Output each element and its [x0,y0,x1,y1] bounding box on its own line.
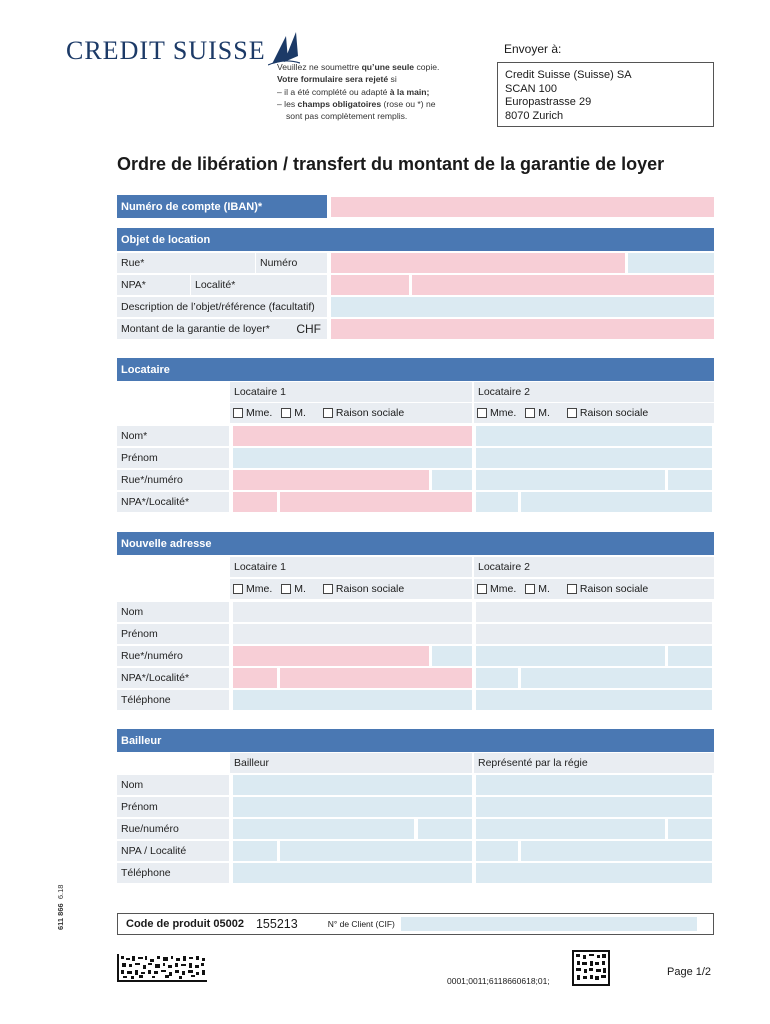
checkbox-m[interactable] [525,583,550,595]
checkbox-m[interactable] [281,407,306,419]
nouvelle-2-header: Locataire 2 [474,557,714,577]
checkbox-icon[interactable] [281,408,291,418]
nouvelle-2-telephone-field[interactable] [476,690,712,710]
locataire-blank [117,382,229,424]
iban-field[interactable] [331,197,714,217]
locataire-1-header: Locataire 1 [230,382,472,402]
locataire-2-prenom-field[interactable] [476,448,712,468]
checkbox-icon[interactable] [233,408,243,418]
regie-nom-field[interactable] [476,775,712,795]
nouvelle-2-localite-field[interactable] [521,668,712,688]
address-line: Credit Suisse (Suisse) SA [505,69,632,81]
section-nouvelle-header: Nouvelle adresse [117,532,714,555]
nouvelle-2-title-options [474,579,714,599]
bailleur-npa-label: NPA / Localité [117,841,229,861]
locataire-1-rue-field[interactable] [233,470,429,490]
instr-text: sont pas complètement remplis. [286,111,408,122]
montant-label-row [117,319,327,339]
bailleur-localite-field[interactable] [280,841,472,861]
option-label: Raison sociale [335,407,405,419]
page-number: Page 1/2 [667,966,712,978]
checkbox-raison-sociale[interactable] [567,407,648,419]
send-to-address [497,62,714,127]
bailleur-telephone-field[interactable] [233,863,472,883]
nouvelle-2-npa-field[interactable] [476,668,518,688]
instr-bold: Votre formulaire sera rejeté [277,74,389,85]
bailleur-numero-field[interactable] [418,819,472,839]
client-number-label: N° de Client (CIF) [327,919,395,929]
instr-text: copie. [414,62,440,72]
rue-field[interactable] [331,253,625,273]
instr-text: – les [277,98,298,109]
option-label: Mme. [490,407,517,419]
locataire-rue-label: Rue*/numéro [117,470,229,490]
locataire-1-numero-field[interactable] [432,470,472,490]
instr-bold: à la main; [389,86,430,97]
locataire-1-prenom-field[interactable] [233,448,472,468]
numero-label: Numéro [256,253,327,273]
instr-text: si [388,74,397,85]
locataire-1-nom-field[interactable] [233,426,472,446]
regie-rue-field[interactable] [476,819,665,839]
option-label: Raison sociale [335,583,405,595]
brand-name: CREDIT SUISSE [66,36,266,65]
nouvelle-1-rue-field[interactable] [233,646,429,666]
locataire-2-header: Locataire 2 [474,382,714,402]
nouvelle-prenom-label: Prénom [117,624,229,644]
bailleur-blank [117,753,229,773]
document-codeline: 0001;0011;6118660618;01; [447,976,550,986]
checkbox-icon[interactable] [477,584,487,594]
locataire-2-numero-field[interactable] [668,470,712,490]
qr-code-icon [572,950,610,986]
nouvelle-telephone-label: Téléphone [117,690,229,710]
locataire-prenom-label: Prénom [117,448,229,468]
send-to-label: Envoyer à: [504,42,562,56]
option-label: M. [538,583,550,595]
nouvelle-1-localite-field[interactable] [280,668,472,688]
client-number-field[interactable] [401,917,697,931]
locataire-1-title-options [230,403,472,423]
nouvelle-1-npa-field[interactable] [233,668,277,688]
nouvelle-2-prenom-field[interactable] [476,624,712,644]
iban-label: Numéro de compte (IBAN)* [117,195,327,218]
description-label: Description de l’objet/référence (facultatif) [117,297,327,317]
checkbox-icon[interactable] [323,584,333,594]
checkbox-mme[interactable] [477,407,516,419]
bailleur-rue-label: Rue/numéro [117,819,229,839]
product-code-box [117,913,714,935]
locataire-nom-label: Nom* [117,426,229,446]
form-number-value: 611 866 [56,903,65,930]
nouvelle-1-numero-field[interactable] [432,646,472,666]
section-objet-header: Objet de location [117,228,714,251]
locataire-2-nom-field[interactable] [476,426,712,446]
numero-field[interactable] [628,253,714,273]
checkbox-icon[interactable] [323,408,333,418]
bailleur-nom-label: Nom [117,775,229,795]
checkbox-m[interactable] [525,407,550,419]
bailleur-telephone-label: Téléphone [117,863,229,883]
datamatrix-barcode-icon [117,954,207,982]
bailleur-prenom-label: Prénom [117,797,229,817]
form-number [56,885,65,930]
nouvelle-1-header: Locataire 1 [230,557,472,577]
checkbox-m[interactable] [281,583,306,595]
localite-field[interactable] [412,275,714,295]
locataire-2-localite-field[interactable] [521,492,712,512]
locataire-npa-label: NPA*/Localité* [117,492,229,512]
montant-label: Montant de la garantie de loyer* [121,323,270,335]
npa-field[interactable] [331,275,409,295]
instr-text: (rose ou *) ne [381,98,436,109]
instr-bold: qu’une seule [361,62,415,72]
checkbox-icon[interactable] [477,408,487,418]
nouvelle-nom-label: Nom [117,602,229,622]
checkbox-icon[interactable] [567,408,577,418]
checkbox-icon[interactable] [525,408,535,418]
option-label: Raison sociale [579,583,649,595]
description-field[interactable] [331,297,714,317]
nouvelle-1-prenom-field[interactable] [233,624,472,644]
address-line: 8070 Zurich [505,109,564,122]
bailleur-col-header: Bailleur [230,753,472,773]
checkbox-mme[interactable] [477,583,516,595]
nouvelle-npa-label: NPA*/Localité* [117,668,229,688]
product-code-value: 155213 [255,917,298,931]
bailleur-rue-field[interactable] [233,819,414,839]
page-title: Ordre de libération / transfert du montant de la garantie de loyer [117,154,665,174]
checkbox-icon[interactable] [567,584,577,594]
product-code-label: Code de produit 05002 [126,918,244,930]
nouvelle-2-rue-field[interactable] [476,646,665,666]
checkbox-mme[interactable] [233,583,272,595]
checkbox-raison-sociale[interactable] [567,583,648,595]
locataire-1-npa-field[interactable] [233,492,277,512]
section-bailleur-header: Bailleur [117,729,714,752]
regie-prenom-field[interactable] [476,797,712,817]
regie-col-header: Représenté par la régie [474,753,714,773]
localite-label: Localité* [191,275,327,295]
nouvelle-1-telephone-field[interactable] [233,690,472,710]
instr-bold: champs obligatoires [297,98,382,109]
locataire-1-localite-field[interactable] [280,492,472,512]
checkbox-raison-sociale[interactable] [323,407,404,419]
instructions [277,61,467,122]
regie-npa-field[interactable] [476,841,518,861]
checkbox-icon[interactable] [281,584,291,594]
nouvelle-rue-label: Rue*/numéro [117,646,229,666]
bailleur-nom-field[interactable] [233,775,472,795]
section-locataire-header: Locataire [117,358,714,381]
instr-text: – il a été complété ou adapté [277,86,390,97]
bailleur-prenom-field[interactable] [233,797,472,817]
regie-numero-field[interactable] [668,819,712,839]
address-line: Europastrasse 29 [505,96,592,109]
npa-label: NPA* [117,275,190,295]
credit-suisse-logo [66,22,300,66]
locataire-2-title-options [474,403,714,423]
rue-label: Rue* [117,253,255,273]
option-label: M. [294,583,306,595]
nouvelle-2-nom-field[interactable] [476,602,712,622]
checkbox-icon[interactable] [525,584,535,594]
address-line: SCAN 100 [505,82,557,95]
nouvelle-blank [117,557,229,599]
currency-label: CHF [296,322,321,336]
nouvelle-2-numero-field[interactable] [668,646,712,666]
nouvelle-1-nom-field[interactable] [233,602,472,622]
montant-field[interactable] [331,319,714,339]
bailleur-npa-field[interactable] [233,841,277,861]
locataire-2-rue-field[interactable] [476,470,665,490]
option-label: Mme. [246,407,273,419]
option-label: Raison sociale [579,407,649,419]
regie-localite-field[interactable] [521,841,712,861]
locataire-2-npa-field[interactable] [476,492,518,512]
option-label: M. [538,407,550,419]
form-date: 6.18 [56,884,65,900]
checkbox-raison-sociale[interactable] [323,583,404,595]
checkbox-mme[interactable] [233,407,272,419]
nouvelle-1-title-options [230,579,472,599]
checkbox-icon[interactable] [233,584,243,594]
option-label: M. [294,407,306,419]
option-label: Mme. [246,583,273,595]
option-label: Mme. [490,583,517,595]
instr-text: Veuillez ne soumettre [277,62,362,72]
regie-telephone-field[interactable] [476,863,712,883]
